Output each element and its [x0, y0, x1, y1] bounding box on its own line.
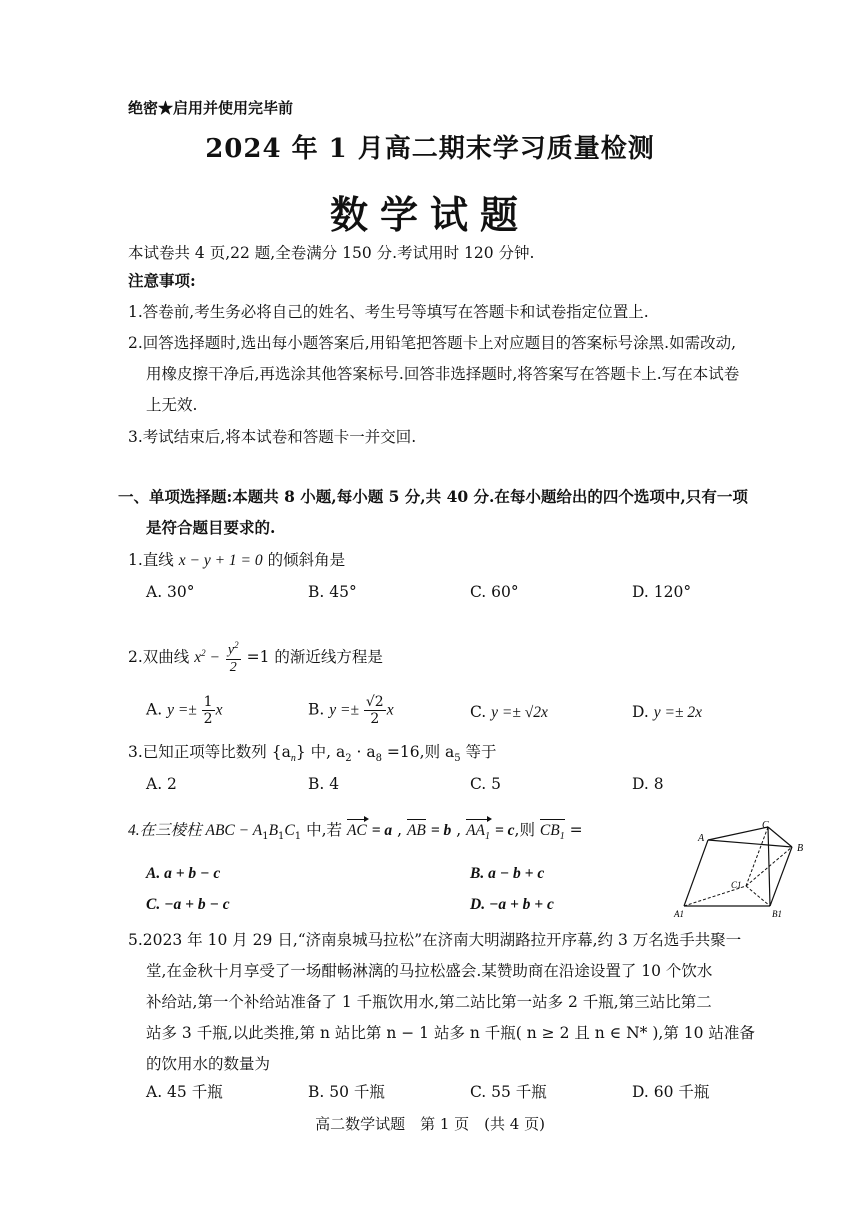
question-5-line-4: 站多 3 千瓶,以此类推,第 n 站比第 n − 1 站多 n 千瓶( n ≥ 2 且 n ∈ N* ),第 10 站准备 — [146, 1024, 755, 1042]
label-a: A — [698, 833, 705, 844]
vector-ac: AC — [346, 822, 367, 839]
q4-option-d: D. −a + b + c — [470, 896, 554, 913]
section-heading: 一、单项选择题:本题共 8 小题,每小题 5 分,共 40 分.在每小题给出的四个选项中,只有一项 — [118, 487, 748, 506]
q2-x-squared: $x^2$ − — [194, 647, 220, 666]
question-3: 3.已知正项等比数列 $\{a_n\}$ 中, $a_2 \cdot a_8 =16$,则 $a_5$ 等于 — [128, 743, 497, 765]
q2-fraction: $\frac{y^2}{2}$ — [227, 640, 239, 675]
q2-option-b: B. y =± $\frac{√2}{2}$ x — [308, 694, 394, 727]
q4-option-c: C. −a + b − c — [146, 896, 230, 913]
q2-prefix: 双曲线 — [142, 647, 190, 666]
q2-option-c: C. y =± √2x — [470, 703, 548, 721]
q1-option-a: A. 30° — [146, 583, 195, 601]
label-b1: B1 — [772, 909, 782, 919]
q5-option-a: A. 45 千瓶 — [146, 1083, 223, 1101]
q3-option-a: A. 2 — [146, 775, 177, 793]
label-b: B — [797, 843, 804, 854]
q4-option-a: A. a + b − c — [146, 865, 221, 882]
q3-option-c: C. 5 — [470, 775, 502, 793]
q5-option-c: C. 55 千瓶 — [470, 1083, 547, 1101]
prism-figure — [670, 818, 820, 926]
question-4: 4.在三棱柱 ABC − $A_1B_1C_1$ 中,若 AC = a , AB = b , $AA_1 = c$,则 $CB_1$ = — [128, 820, 583, 847]
notice-item-2-cont2: 上无效. — [146, 396, 198, 414]
question-2 — [128, 641, 383, 675]
label-c: C — [762, 820, 769, 831]
notice-item-2-cont: 用橡皮擦干净后,再选涂其他答案标号.回答非选择题时,将答案写在答题卡上.写在本试卷 — [146, 365, 740, 383]
q1-option-d: D. 120° — [632, 583, 692, 601]
subject-title: 数学试题 — [329, 192, 530, 237]
page-footer: 高二数学试题 第 1 页 (共 4 页) — [315, 1115, 545, 1133]
notice-item-2: 2.回答选择题时,选出每小题答案后,用铅笔把答题卡上对应题目的答案标号涂黑.如需改动, — [128, 334, 736, 352]
label-a1: A1 — [674, 909, 684, 919]
vector-aa1: $AA_1$ — [466, 821, 490, 847]
secret-mark: 绝密★启用并使用完毕前 — [128, 99, 294, 117]
q3-option-b: B. 4 — [308, 775, 340, 793]
question-5-line-2: 堂,在金秋十月享受了一场酣畅淋漓的马拉松盛会.某赞助商在沿途设置了 10 个饮水 — [146, 962, 713, 980]
intro-text: 本试卷共 4 页,22 题,全卷满分 150 分.考试用时 120 分钟. — [128, 244, 535, 262]
q2-number: 2. — [128, 647, 143, 666]
q5-option-b: B. 50 千瓶 — [308, 1083, 385, 1101]
q1-option-b: B. 45° — [308, 583, 357, 601]
question-5-line-5: 的饮用水的数量为 — [146, 1055, 271, 1073]
q1-prefix: 直线 — [142, 551, 174, 569]
q1-suffix: 的倾斜角是 — [267, 551, 346, 569]
notice-item-1: 1.答卷前,考生务必将自己的姓名、考生号等填写在答题卡和试卷指定位置上. — [128, 303, 649, 321]
q5-option-d: D. 60 千瓶 — [632, 1083, 710, 1101]
q2-option-a: A. y =± $\frac{1}{2}$ x — [146, 694, 223, 727]
question-5-line-1: 5.2023 年 10 月 29 日,“济南泉城马拉松”在济南大明湖路拉开序幕,约 3 万名选手共聚一 — [128, 931, 742, 949]
notice-heading: 注意事项: — [128, 271, 196, 290]
exam-title: 2024 年 1 月高二期末学习质量检测 — [205, 134, 655, 164]
q1-number: 1. — [128, 551, 143, 569]
vector-cb1: $CB_1$ — [540, 821, 565, 847]
label-c1: C1 — [731, 880, 742, 890]
q1-equation: x − y + 1 = 0 — [178, 552, 263, 569]
notice-item-3: 3.考试结束后,将本试卷和答题卡一并交回. — [128, 428, 417, 446]
section-heading-cont: 是符合题目要求的. — [146, 518, 276, 537]
q2-option-d: D. y =± 2x — [632, 703, 702, 721]
q3-option-d: D. 8 — [632, 775, 664, 793]
question-1 — [128, 550, 345, 571]
vector-ab: AB — [406, 822, 426, 839]
question-5-line-3: 补给站,第一个补给站准备了 1 千瓶饮用水,第二站比第一站多 2 千瓶,第三站比第二 — [146, 993, 712, 1011]
q1-option-c: C. 60° — [470, 583, 519, 601]
q4-option-b: B. a − b + c — [470, 865, 545, 882]
q2-suffix: =1 的渐近线方程是 — [246, 647, 383, 666]
